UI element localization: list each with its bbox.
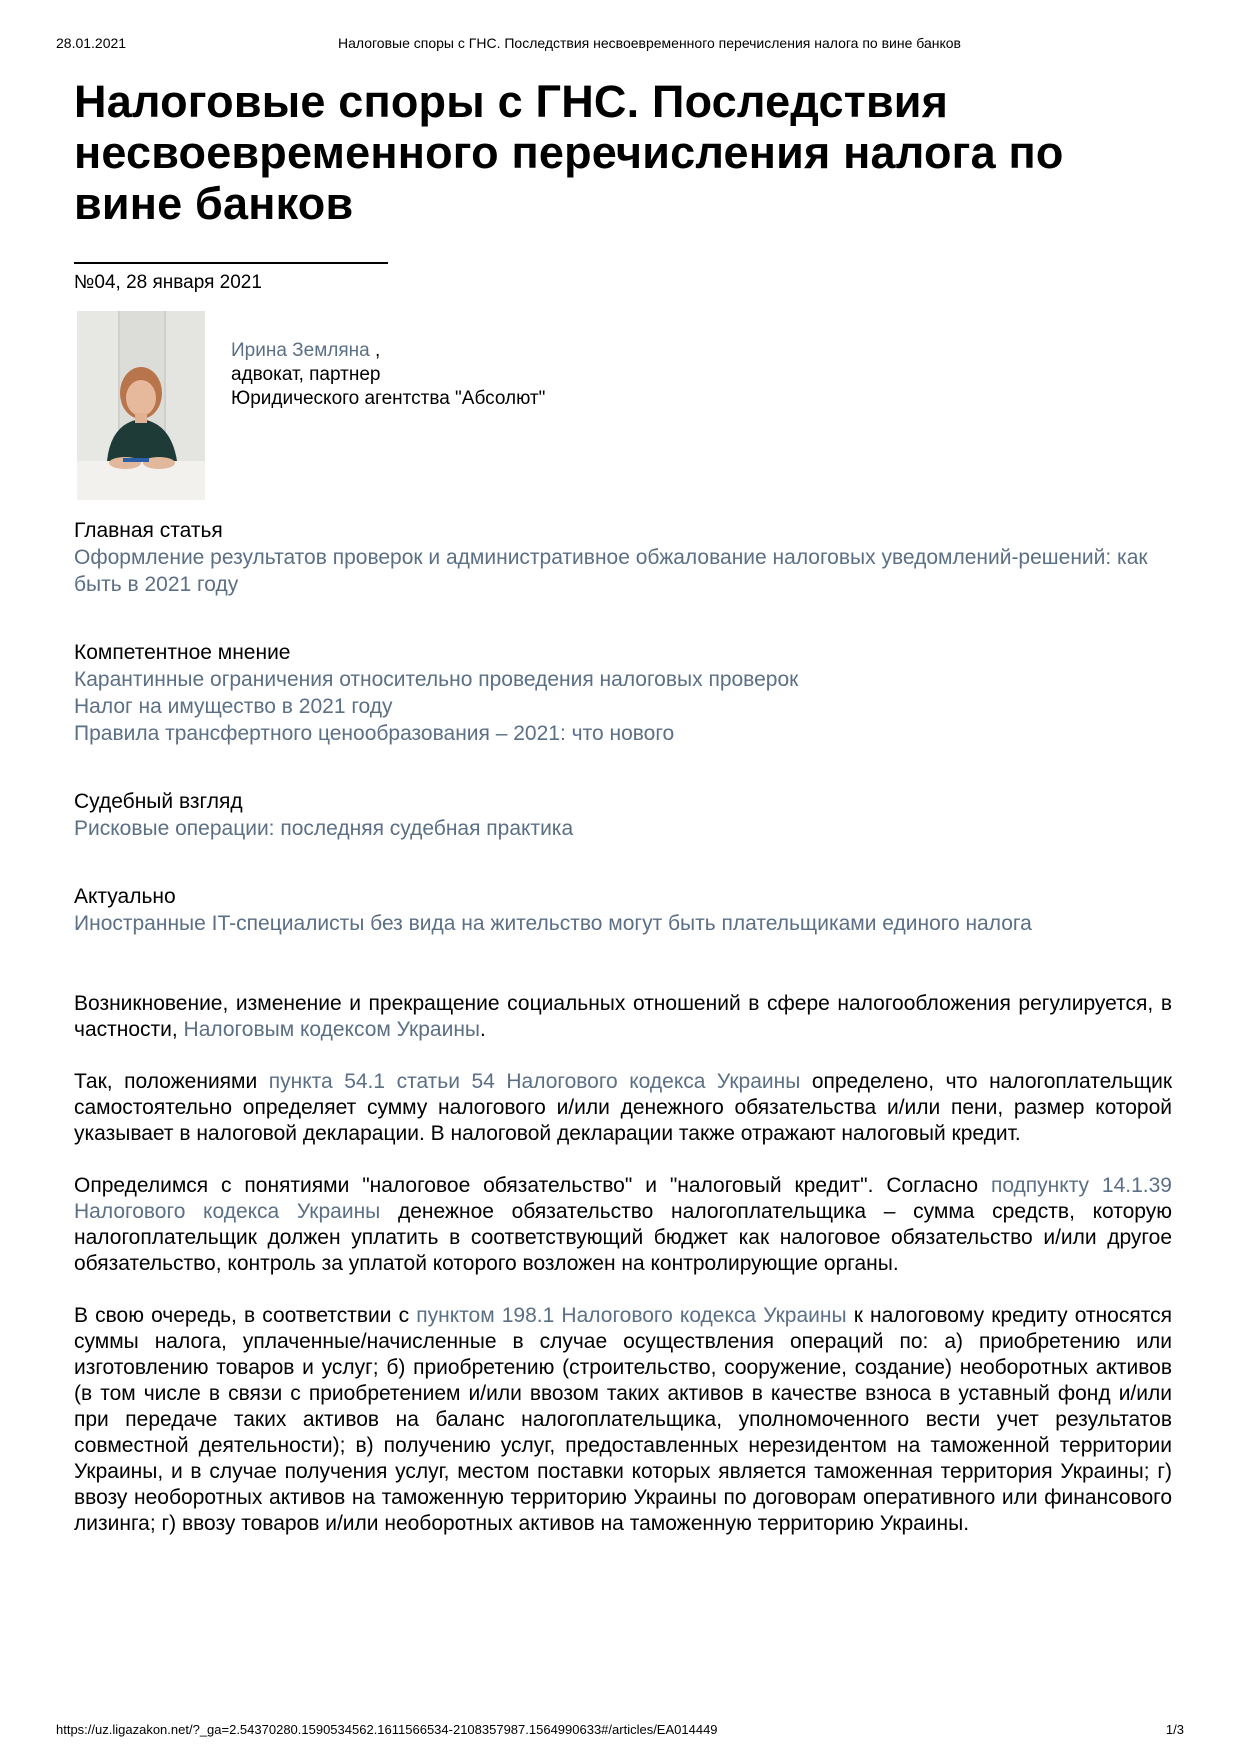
tax-code-link[interactable]: пункта 54.1 статьи 54 Налогового кодекса Украины bbox=[268, 1070, 801, 1093]
section-title: Главная статья bbox=[74, 519, 223, 542]
section-link[interactable]: Налог на имущество в 2021 году bbox=[74, 695, 393, 718]
section-main-article bbox=[74, 517, 1172, 598]
author-photo bbox=[77, 311, 205, 500]
print-url: https://uz.ligazakon.net/?_ga=2.54370280.1590534562.1611566534-2108357987.1564990633#/articles/EA014449 bbox=[56, 1722, 718, 1737]
print-page-title: Налоговые споры с ГНС. Последствия несвоевременного перечисления налога по вине банков bbox=[338, 35, 961, 51]
title-divider bbox=[74, 262, 388, 264]
author-info bbox=[231, 339, 545, 411]
issue-date: №04, 28 января 2021 bbox=[74, 272, 262, 293]
author-company: Юридического агентства "Абсолют" bbox=[231, 388, 546, 409]
print-date: 28.01.2021 bbox=[56, 35, 127, 51]
author-name-link[interactable]: Ирина Земляна bbox=[231, 340, 370, 361]
author-block bbox=[74, 311, 1172, 500]
print-footer bbox=[56, 1722, 1184, 1744]
section-link[interactable]: Оформление результатов проверок и административное обжалование налоговых уведомлений-решений: как быть в 2021 году bbox=[74, 546, 1148, 596]
section-link[interactable]: Карантинные ограничения относительно проведения налоговых проверок bbox=[74, 668, 799, 691]
body-paragraph: Определимся с понятиями "налоговое обязательство" и "налоговый кредит". Согласно подпункту 14.1.39 Налогового кодекса Украины денежное обязательство налогоплательщика – сумма средств, которую налогоплательщик должен уплатить в соответствующий бюджет как налоговое обязательство и/или другое обязательство, контроль за уплатой которого возложен на контролирующие органы. bbox=[74, 1174, 1172, 1275]
section-link[interactable]: Правила трансфертного ценообразования – 2021: что нового bbox=[74, 722, 675, 745]
body-paragraph: Так, положениями пункта 54.1 статьи 54 Налогового кодекса Украины определено, что налогоплательщик самостоятельно определяет сумму налогового и/или денежного обязательства и/или пени, размер которой указывает в налоговой декларации. В налоговой декларации также отражают налоговый кредит. bbox=[74, 1070, 1173, 1145]
author-position: адвокат, партнер bbox=[231, 364, 381, 385]
tax-code-link[interactable]: Налоговым кодексом Украины bbox=[183, 1018, 481, 1041]
article-body bbox=[74, 991, 1172, 1537]
article-title: Налоговые споры с ГНС. Последствия несвоевременного перечисления налога по вине банков bbox=[74, 76, 1064, 229]
article bbox=[74, 76, 1172, 1563]
tax-code-link[interactable]: пунктом 198.1 Налогового кодекса Украины bbox=[416, 1304, 847, 1327]
section-actual bbox=[74, 883, 1172, 937]
body-paragraph: В свою очередь, в соответствии с пунктом 198.1 Налогового кодекса Украины к налоговому кредиту относятся суммы налога, уплаченные/начисленные в случае осуществления операций по: а) приобретению или изготовлению товаров и услуг; б) приобретению (строительство, сооружение, создание) необоротных активов (в том числе в связи с приобретением и/или ввозом таких активов в качестве взноса в уставный фонд и/или при передаче таких активов на баланс налогоплательщика, уполномоченного вести учет результатов совместной деятельности); в) получению услуг, предоставленных нерезидентом на таможенной территории Украины, и в случае получения услуг, местом поставки которых является таможенная территория Украины; г) ввозу необоротных активов на таможенную территорию Украины по договорам оперативного или финансового лизинга; г) ввозу товаров и/или необоротных активов на таможенную территорию Украины. bbox=[74, 1304, 1172, 1535]
related-sections bbox=[74, 517, 1172, 937]
body-paragraph: Возникновение, изменение и прекращение социальных отношений в сфере налогообложения регулируется, в частности, Налоговым кодексом Украины. bbox=[74, 992, 1172, 1041]
section-link[interactable]: Иностранные IT-специалисты без вида на жительство могут быть плательщиками единого налога bbox=[74, 912, 1032, 935]
section-title: Актуально bbox=[74, 885, 176, 908]
section-title: Судебный взгляд bbox=[74, 790, 243, 813]
author-name-suffix: , bbox=[369, 340, 381, 361]
print-header bbox=[56, 35, 1184, 57]
tax-code-link[interactable]: подпункту 14.1.39 Налогового кодекса Украины bbox=[74, 1174, 1172, 1223]
page-number: 1/3 bbox=[1165, 1722, 1184, 1737]
section-expert-opinion bbox=[74, 639, 1172, 747]
section-court-view bbox=[74, 788, 1172, 842]
section-link[interactable]: Рисковые операции: последняя судебная практика bbox=[74, 817, 574, 840]
section-title: Компетентное мнение bbox=[74, 641, 291, 664]
